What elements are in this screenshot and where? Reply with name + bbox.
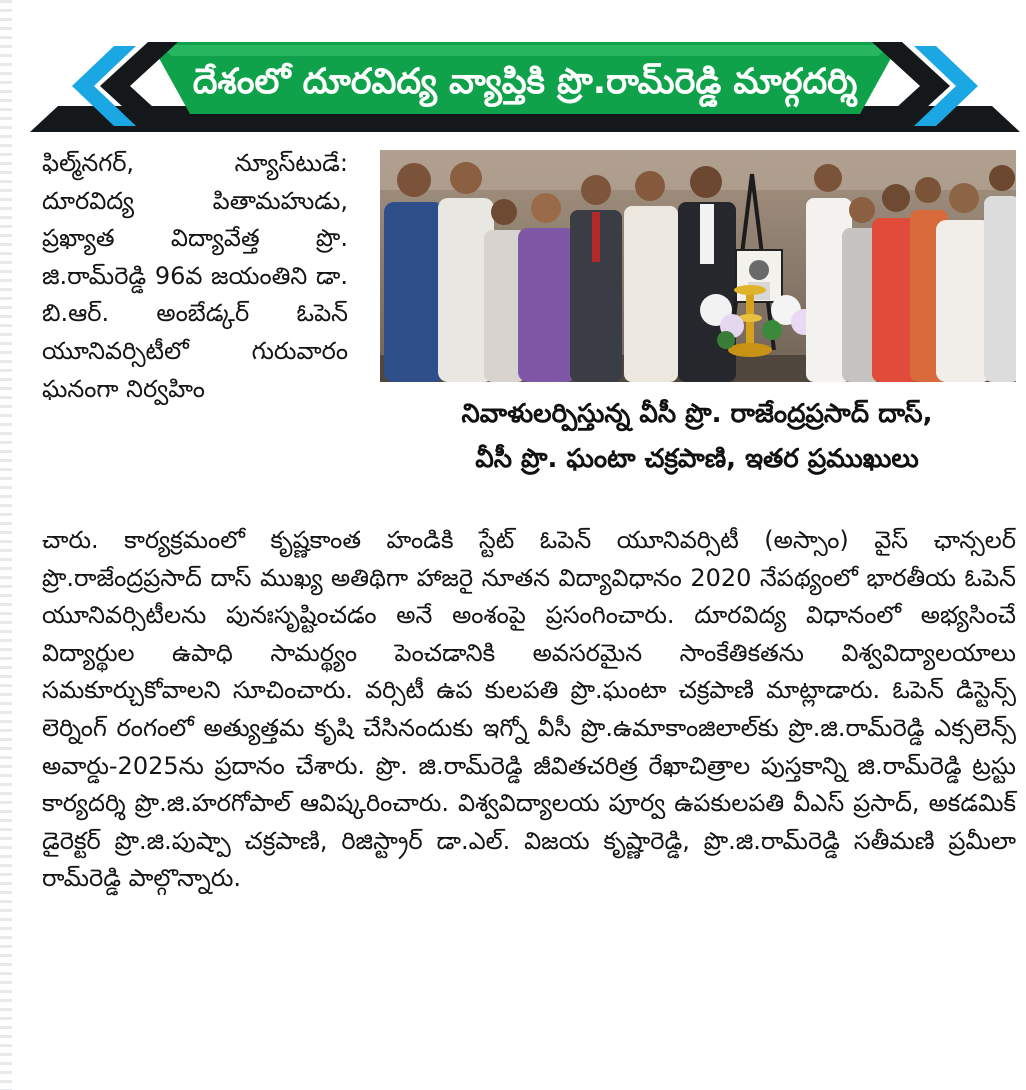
article-lead-paragraph: ఫిల్మ్‌నగర్, న్యూస్‌టుడే: దూరవిద్య పితామహుడు, ప్రఖ్యాత విద్యావేత్త ప్రొ. జి.రామ్‌రెడ్డి 96వ జయంతిని డా. బి.ఆర్. అంబేడ్కర్ ఓపెన్ యూనివర్సిటీలో గురువారం ఘనంగా నిర్వహిం bbox=[42, 149, 348, 403]
photo-caption-line-2: వీసీ ప్రొ. ఘంటా చక్రపాణి, ఇతర ప్రముఖులు bbox=[475, 444, 919, 474]
page-binding-edge bbox=[0, 0, 12, 1090]
photo-caption bbox=[372, 384, 1022, 504]
event-photo bbox=[380, 150, 1016, 382]
person-figure bbox=[984, 165, 1016, 382]
photo-caption-line-1: నివాళులర్పిస్తున్న వీసీ ప్రొ. రాజేంద్రప్రసాద్ దాస్, bbox=[461, 399, 933, 429]
headline-banner bbox=[30, 42, 1020, 134]
headline-title: దేశంలో దూరవిద్య వ్యాప్తికి ప్రొ.రామ్‌రెడ్డి మార్గదర్శి bbox=[192, 62, 858, 102]
article-body-paragraph: చారు. కార్యక్రమంలో కృష్ణకాంత హండికి స్టేట్ ఓపెన్ యూనివర్సిటీ (అస్సాం) వైస్ ఛాన్సలర్ ప్రొ.రాజేంద్రప్రసాద్ దాస్ ముఖ్య అతిథిగా హాజరై నూతన విద్యావిధానం 2020 నేపథ్యంలో భారతీయ ఓపెన్ యూనివర్సిటీలను పునఃసృష్టించడం అనే అంశంపై ప్రసంగించారు. దూరవిద్య విధానంలో అభ్యసించే విద్యార్థుల ఉపాధి సామర్థ్యం పెంచడానికి అవసరమైన సాంకేతికతను విశ్వవిద్యాలయాలు సమకూర్చుకోవాలని సూచించారు. వర్సిటీ ఉప కులపతి ప్రొ.ఘంటా చక్రపాణి మాట్లాడారు. ఓపెన్ డిస్టెన్స్ లెర్నింగ్ రంగంలో అత్యుత్తమ కృషి చేసినందుకు ఇగ్నో వీసీ ప్రొ.ఉమాకాంజిలాల్‌కు ప్రొ.జి.రామ్‌రెడ్డి ఎక్సలెన్స్ అవార్డు-2025ను ప్రదానం చేశారు. ప్రొ. జి.రామ్‌రెడ్డి జీవితచరిత్ర రేఖాచిత్రాల పుస్తకాన్ని జి.రామ్‌రెడ్డి ట్రస్టు కార్యదర్శి ప్రొ.జి.హరగోపాల్ ఆవిష్కరించారు. విశ్వవిద్యాలయ పూర్వ ఉపకులపతి వీఎస్ ప్రసాద్, అకడమిక్ డైరెక్టర్ ప్రొ.జి.పుష్పా చక్రపాణి, రిజిస్ట్రార్ డా.ఎల్. విజయ కృష్ణారెడ్డి, ప్రొ.జి.రామ్‌రెడ్డి సతీమణి ప్రమీలా రామ్‌రెడ్డి పాల్గొన్నారు. bbox=[42, 526, 1016, 893]
event-photo-illustration bbox=[380, 150, 1016, 382]
